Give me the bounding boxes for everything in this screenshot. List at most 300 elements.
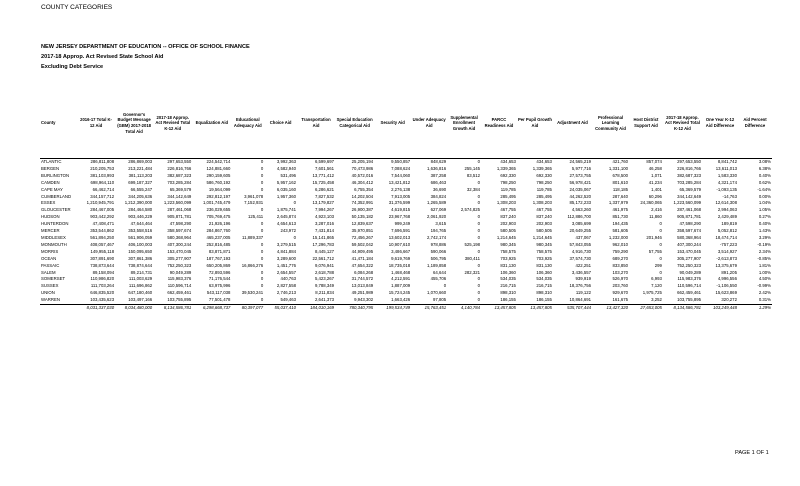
table-cell: 358,597,674 [167,228,192,234]
column-header: Choice Aid [264,88,297,159]
table-cell: 216,715 [536,283,552,289]
table-cell: 292,812,197 [206,193,231,199]
table-cell: 24,360,065 [640,200,662,206]
table-cell: 703,925 [500,255,516,261]
table-cell: 0.27% [758,214,771,220]
table-cell: 0 [659,255,662,261]
table-cell: 284,467,005 [90,207,115,213]
table-cell: 18,735,018 [388,262,411,268]
table-cell: 898,310 [536,290,552,296]
table-cell: 80,397,077 [231,305,264,312]
table-cell: 103,755,895 [677,297,702,303]
table-cell: 440,763 [280,276,296,282]
table-cell: 111,003,629 [128,276,153,282]
table-cell: 4,140,784 [447,305,481,312]
table-cell: 110,596,714 [677,283,702,289]
table-cell: 0.40% [758,172,771,178]
table-cell: 758,575 [536,248,552,254]
table-cell: 8,211,834 [315,290,335,296]
table-cell: 13,611,013 [715,165,737,171]
table-cell: 0 [477,214,480,220]
table-cell: 662,459,461 [167,290,192,296]
table-cell: 0 [260,283,264,289]
table-cell: 41,471,184 [351,255,374,261]
table-cell: 4,212,591 [391,276,411,282]
table-row [40,221,772,228]
table-cell: 226,816,766 [167,165,192,171]
table-cell: 0 [260,179,264,185]
table-cell: 381,113,203 [128,172,153,178]
table-cell: 1,265,589 [427,200,447,206]
table-row [40,173,772,180]
table-cell: 31,744,572 [351,276,374,282]
table-cell: 705,769,475 [206,214,231,220]
table-cell: 103,497,166 [128,297,153,303]
table-cell: 8,445,127 [314,248,335,254]
table-cell: 287,461,068 [677,207,702,213]
table-cell: 759,290 [612,248,629,254]
table-cell: 0 [477,179,480,185]
table-cell: 2.42% [758,290,771,296]
table-cell: 7,152,931 [244,200,264,206]
table-cell: 2,645,874 [276,214,296,220]
table-cell: 4,923,103 [314,214,335,220]
table-cell: 4,582,940 [276,165,296,171]
table-cell: 70,473,986 [351,165,374,171]
table-cell: 47,654,322 [351,262,374,268]
table-cell: 2,574,825 [460,207,480,213]
table-cell: 37,574,730 [569,255,592,261]
table-cell: 1,070,660 [427,290,447,296]
county-name-cell: MERCER [41,228,60,234]
table-cell: 13,602,013 [388,234,411,240]
table-cell: 1,214,645 [496,234,516,240]
table-cell: 115,983,376 [167,276,192,282]
table-cell: 590,066 [430,248,447,254]
table-cell: 1,957,360 [276,193,296,199]
table-cell: 194,765 [430,228,447,234]
category-heading: COUNTY CATEGORIES [41,4,113,11]
table-cell: 0 [477,200,480,206]
table-row [40,297,772,304]
table-cell: 47,644,464 [130,221,153,227]
table-cell: 4,563,260 [571,207,592,213]
table-cell: 46,304,412 [351,179,374,185]
column-header: Special Education Categorical Aid [335,88,374,159]
table-cell: 0 [659,241,662,247]
table-cell: 646,835,520 [90,290,115,296]
table-cell: 939,919 [575,276,592,282]
table-cell: 47,598,290 [679,221,702,227]
table-cell: 6,599,697 [314,159,335,164]
table-cell: 64,644 [433,269,447,275]
table-cell: 14,202,504 [351,193,374,199]
table-cell: 0 [260,228,264,234]
table-cell: 1,331,100 [608,165,629,171]
table-cell: 26,900,387 [351,207,374,213]
table-cell: 738,874,644 [128,262,153,268]
county-name-cell: SALEM [41,269,56,275]
table-cell: 1,214,645 [532,234,552,240]
table-cell: 344,142,649 [167,193,192,199]
table-cell: 353,544,862 [90,228,115,234]
table-cell: 0 [260,207,264,213]
table-cell: 5,977,716 [571,165,592,171]
table-cell: 202,903 [500,221,516,227]
table-cell: 290,159,605 [206,172,231,178]
table-cell: 978,886 [430,241,447,247]
table-cell: 837,240 [536,214,552,220]
table-cell: -1,106,550 [716,283,737,289]
column-header: Under Adequacy Aid [411,88,447,159]
table-cell: 531,496 [280,172,296,178]
table-cell: 118,185 [612,186,629,192]
table-cell: 4,619,815 [391,207,411,213]
table-cell: 13,179,827 [312,200,335,206]
table-cell: 580,368,964 [167,234,192,240]
table-cell: 543,117,038 [206,290,231,296]
table-cell: 1,189,858 [427,262,447,268]
table-cell: 798,250 [536,179,552,185]
table-cell: 187,767,193 [206,255,231,261]
table-cell: 2,276,138 [391,186,411,192]
table-cell: 252,816,485 [206,241,231,247]
table-cell: 7,913,005 [391,193,411,199]
table-cell: 1.43% [758,228,771,234]
page-number: PAGE 1 OF 1 [735,450,769,456]
table-cell: 0 [477,248,480,254]
table-cell: 3,961,078 [244,193,264,199]
table-cell: 831,130 [536,262,552,268]
column-header: Professional Learning Community Aid [592,88,629,159]
table-cell: 27,653,005 [629,305,663,312]
table-cell: 0 [477,276,480,282]
table-cell: 384,824 [430,193,447,199]
table-cell: 1,001,745,479 [202,200,231,206]
table-cell: 2,654,557 [276,269,296,275]
table-row [40,200,772,207]
table-cell: 1,583,330 [717,172,737,178]
table-cell: 3,486,667 [391,248,411,254]
column-header: One Year K-12 Aid Difference [702,88,738,159]
table-cell: 56,978,421 [569,179,592,185]
table-cell: 65,369,579 [169,186,192,192]
table-cell: 13,771,412 [312,172,335,178]
table-cell: 2,994,063 [717,207,737,213]
table-cell: 20,649,255 [569,228,592,234]
table-cell: 153,470,045 [677,248,702,254]
table-cell: 6,035,160 [276,186,296,192]
table-cell: 2,641,373 [314,297,335,303]
table-cell: 9,550,857 [391,159,411,164]
table-cell: -0.19% [757,241,771,247]
table-cell: 83,871,871 [208,248,231,254]
table-cell: 703,285,284 [167,179,192,185]
table-cell: 758,575 [500,248,516,254]
table-cell: 47,598,290 [169,221,192,227]
table-cell: 650,205,869 [206,262,231,268]
table-cell: 7,431,814 [314,228,335,234]
county-name-cell: CUMBERLAND [41,193,72,199]
column-header: 2017-18 Approp. Act Revised Total K-12 Aid [153,88,192,159]
table-cell: 25,205,194 [351,159,374,164]
table-cell: 2,746,213 [276,290,296,296]
table-cell: 698,964,110 [90,179,115,185]
table-cell: 90,049,289 [679,269,702,275]
table-cell: 3,436,557 [571,269,592,275]
table-cell: 11,860 [649,214,662,220]
aid-table [40,88,772,312]
table-cell: 0 [260,248,264,254]
table-cell: 0 [477,290,480,296]
table-cell: 111,703,264 [90,283,115,289]
table-cell: -1,093,135 [716,186,737,192]
table-cell: 891,205 [721,269,737,275]
table-row [40,187,772,194]
table-cell: 581,605 [612,228,629,234]
table-cell: 962,010 [612,241,629,247]
report-subtitle: 2017-18 Approp. Act Revised State School Aid [41,54,164,60]
table-cell: 506,795 [430,255,447,261]
table-cell: 203,760 [612,283,629,289]
table-cell: 525,198 [464,241,480,247]
table-cell: 23,967,768 [388,214,411,220]
table-cell: 119,122 [575,290,592,296]
county-name-cell: GLOUCESTER [41,207,71,213]
table-cell: 1.05% [758,207,771,213]
table-cell: 15,763,451 [411,305,447,312]
table-cell: 1,337,979 [608,200,629,206]
table-cell: 65,369,579 [679,186,702,192]
table-cell: 0 [659,269,662,275]
table-cell: 1.81% [758,262,771,268]
table-cell: 110,596,714 [167,283,192,289]
table-cell: 898,310 [500,290,516,296]
table-cell: 184,010,169 [297,305,335,312]
table-cell: 13,375,679 [715,262,737,268]
table-cell: 3,289,600 [276,255,296,261]
table-cell: 678,500 [612,172,629,178]
table-cell: 5,957,162 [276,179,296,185]
table-cell: 8,134,586,781 [153,305,192,312]
table-cell: 44,262,520 [569,193,592,199]
table-cell: 287,461,068 [167,207,192,213]
table-cell: 1.04% [758,200,771,206]
table-cell: 980,345 [500,241,516,247]
table-cell: 13,457,805 [517,305,553,312]
table-cell: 186,155 [536,297,552,303]
table-cell: 2,618,788 [314,269,335,275]
table-cell: 89,158,094 [92,269,115,275]
table-cell: 6.38% [758,165,771,171]
table-cell: 4,996,556 [717,276,737,282]
county-name-cell: SOMERSET [41,276,66,282]
table-cell: 3,514,927 [717,248,737,254]
table-cell: 32,384 [466,186,480,192]
table-body [40,159,772,312]
table-cell: 2,742,174 [427,234,447,240]
table-cell: 358,597,674 [677,228,702,234]
table-cell: 72,456,267 [351,234,374,240]
table-cell: 1,212,390,000 [124,200,153,206]
table-cell: 353,558,516 [128,228,153,234]
table-cell: 66,555,247 [130,186,153,192]
table-cell: 6,993 [651,276,662,282]
table-cell: 1,308,203 [532,200,552,206]
table-cell: 5,052,812 [717,228,737,234]
county-name-cell: OCEAN [41,255,57,261]
column-header: Educational Adequacy Aid [231,88,264,159]
table-cell: 150,095,650 [128,248,153,254]
table-cell: 4.50% [758,276,771,282]
table-cell: 110,986,820 [90,276,115,282]
table-cell: -2,613,873 [716,255,737,261]
table-cell: 15,623,869 [715,290,737,296]
table-cell: 47,408,471 [92,221,115,227]
table-cell: 11,889,337 [242,234,264,240]
table-cell: 286,869,003 [128,159,153,164]
table-cell: 8,841,742 [717,159,737,164]
table-cell: 60,296 [648,193,662,199]
table-cell: 149,955,118 [90,248,115,254]
table-cell: 285,495 [536,193,552,199]
table-cell: 422,251 [575,262,592,268]
table-cell: 106,360 [536,269,552,275]
table-cell: 1,663,426 [391,297,411,303]
table-row [40,290,772,297]
table-cell: 7,696,591 [391,228,411,234]
table-cell: 106,360 [500,269,516,275]
table-cell: 526,970 [612,276,629,282]
table-cell: 467,755 [536,207,552,213]
table-row [40,249,772,256]
table-cell: 2,061,920 [427,214,447,220]
table-cell: 0 [260,221,264,227]
table-cell: 798,250 [500,179,516,185]
table-cell: 382,687,323 [167,172,192,178]
table-row [40,214,772,221]
table-cell: 0 [293,200,296,206]
table-cell: 97,805 [433,297,447,303]
table-cell: 12,839,637 [351,221,374,227]
table-cell: 103,435,623 [90,297,115,303]
table-cell: 153,470,045 [167,248,192,254]
table-cell: 320,272 [721,297,737,303]
column-header: Host District Support Aid [629,88,663,159]
table-cell: 1,223,560,099 [673,200,702,206]
table-cell: 2,827,558 [276,283,296,289]
table-row [40,159,772,166]
county-name-cell: UNION [41,290,55,296]
table-cell: 0 [477,228,480,234]
county-name-cell: MORRIS [41,248,59,254]
table-cell: 3,287,016 [314,221,335,227]
table-cell: 8,034,480,000 [115,305,153,312]
county-name-cell: WARREN [41,297,60,303]
table-cell: 15,725,458 [312,179,335,185]
table-cell: 0 [260,297,264,303]
column-header: Per Pupil Growth Aid [517,88,553,159]
table-cell: -0.85% [757,255,771,261]
table-cell: 0 [260,269,264,275]
table-cell: 0 [293,234,296,240]
table-cell: 103,270 [612,269,629,275]
table-cell: 1,401 [651,186,662,192]
table-cell: 57,755 [648,248,662,254]
column-header: Security Aid [374,88,411,159]
table-cell: 307,861,386 [128,255,153,261]
table-cell: 1,308,203 [496,200,516,206]
table-cell: 7,544,060 [391,172,411,178]
table-row [40,207,772,214]
totals-row [40,305,772,312]
table-row [40,242,772,249]
table-cell: 0 [260,186,264,192]
table-cell: 57,843,055 [569,241,592,247]
table-cell: 41,234 [648,179,662,185]
table-cell: 24,565,219 [569,159,592,164]
table-cell: 0 [659,228,662,234]
table-row [40,180,772,187]
table-cell: 699,187,327 [128,179,153,185]
table-cell: 0 [260,172,264,178]
table-cell: 0.00% [758,193,771,199]
table-cell: 201,946 [646,234,662,240]
column-header: Supplemental Enrollment Growth Aid [447,88,481,159]
table-row [40,276,772,283]
table-cell: 408,057,467 [90,241,115,247]
table-row [40,194,772,201]
table-cell: 13,457,805 [481,305,517,312]
table-cell: 752,250,323 [167,262,192,268]
table-cell: 0 [477,297,480,303]
table-cell: 13,427,320 [592,305,629,312]
table-cell: 0 [659,221,662,227]
table-cell: 857,074 [646,159,662,164]
table-cell: 407,300,244 [167,241,192,247]
table-cell: 380,411 [464,255,480,261]
table-cell: 0 [260,255,264,261]
table-cell: 10,907,610 [388,241,411,247]
table-cell: 4,654,613 [276,221,296,227]
table-cell: 21,926,196 [208,221,231,227]
column-header: Equalization Aid [192,88,231,159]
table-cell: 186,155 [500,297,516,303]
table-cell: 31,376,599 [388,200,411,206]
table-cell: 407,300,244 [677,241,702,247]
table-cell: 8,031,337,030 [77,305,115,312]
table-cell: 22,561,712 [312,255,335,261]
report-title: NEW JERSEY DEPARTMENT OF EDUCATION -- OFFICE OF SCHOOL FINANCE [41,44,250,50]
table-cell: 77,501,478 [208,297,231,303]
table-cell: 703,285,284 [677,179,702,185]
table-cell: 0 [477,283,480,289]
table-cell: 692,330 [500,172,516,178]
table-cell: 8,134,586,781 [663,305,702,312]
table-cell: 55,037,410 [264,305,297,312]
table-row [40,256,772,263]
table-cell: 831,130 [500,262,516,268]
county-name-cell: PASSAIC [41,262,60,268]
table-cell: 2.34% [758,248,771,254]
table-cell: 1.00% [758,269,771,275]
table-cell: 44,909,495 [351,248,374,254]
county-name-cell: BERGEN [41,165,60,171]
table-cell: 801,610 [612,179,629,185]
table-cell: 15,724,245 [388,290,411,296]
table-cell: 6,755,354 [354,186,374,192]
table-cell: 194,435 [612,221,629,227]
